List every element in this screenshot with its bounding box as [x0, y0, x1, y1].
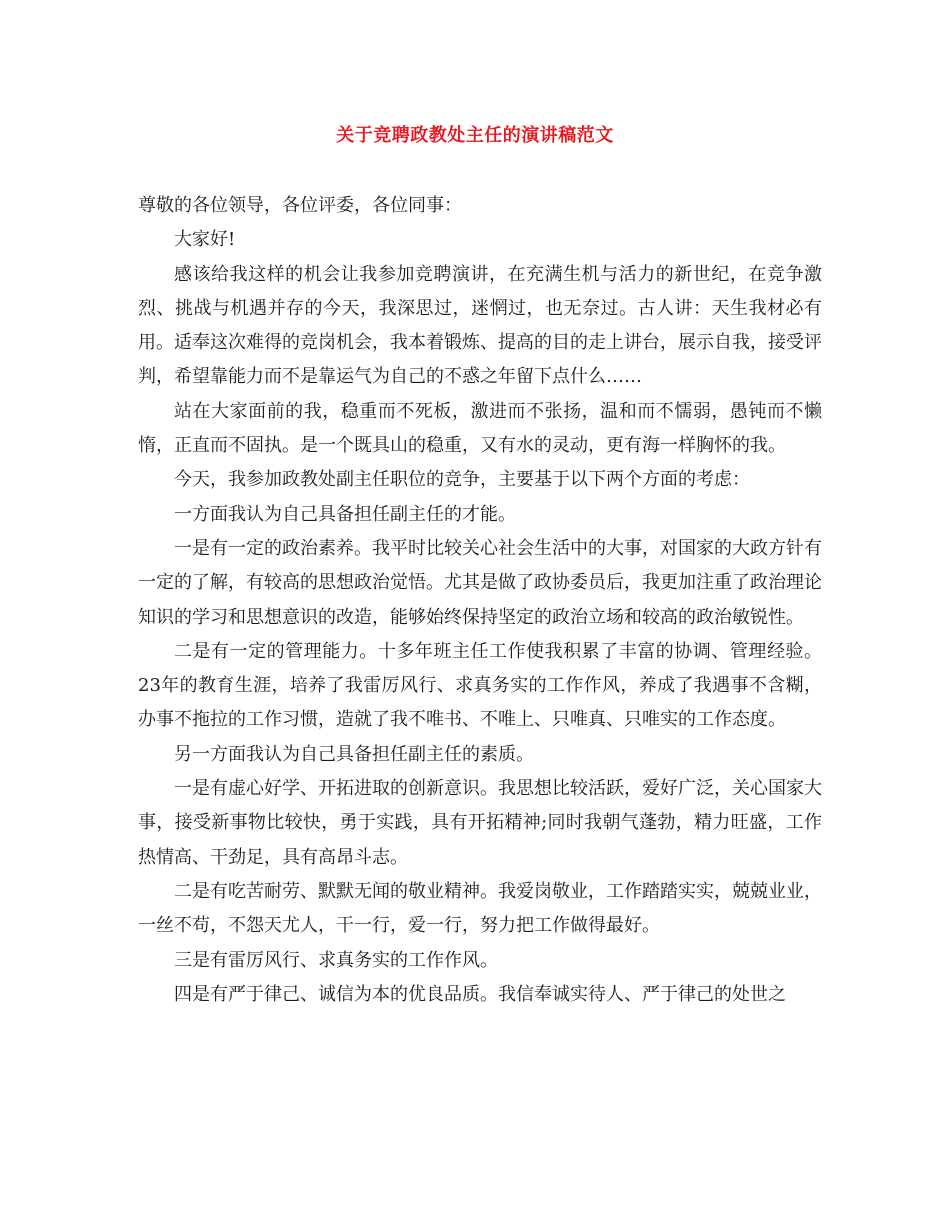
paragraph-quality-heading: 另一方面我认为自己具备担任副主任的素质。: [174, 743, 534, 765]
document-title: 关于竞聘政教处主任的演讲稿范文: [336, 125, 614, 146]
paragraph-work-style: 三是有雷厉风行、求真务实的工作作风。: [174, 949, 498, 971]
paragraph-self-description: 站在大家面前的我，稳重而不死板，激进而不张扬，温和而不懦弱，愚钝而不懒惰，正直而不固执。是一个既具山的稳重，又有水的灵动，更有海一样胸怀的我。: [138, 400, 822, 457]
salutation: 尊敬的各位领导，各位评委，各位同事：: [138, 195, 462, 216]
paragraph-ability-heading: 一方面我认为自己具备担任副主任的才能。: [174, 503, 516, 525]
paragraph-political-literacy: 一是有一定的政治素养。我平时比较关心社会生活中的大事，对国家的大政方针有一定的了解，有较高的思想政治觉悟。尤其是做了政协委员后，我更加注重了政治理论知识的学习和思想意识的改造，能够始终保持坚定的政治立场和较高的政治敏锐性。: [138, 537, 822, 628]
paragraph-integrity: 四是有严于律己、诚信为本的优良品质。我信奉诚实待人、严于律己的处世之: [174, 983, 786, 1005]
paragraph-innovation: 一是有虚心好学、开拓进取的创新意识。我思想比较活跃，爱好广泛，关心国家大事，接受新事物比较快，勇于实践，具有开拓精神;同时我朝气蓬勃，精力旺盛，工作热情高、干劲足，具有高昂斗志。: [138, 778, 822, 868]
paragraph-dedication: 二是有吃苦耐劳、默默无闻的敬业精神。我爱岗敬业，工作踏踏实实，兢兢业业，一丝不苟，不怨天尤人，干一行，爱一行，努力把工作做得最好。: [138, 880, 822, 937]
document-body: [138, 189, 822, 1012]
paragraph-considerations: 今天，我参加政教处副主任职位的竞争，主要基于以下两个方面的考虑：: [174, 469, 750, 491]
paragraph-opening: 感该给我这样的机会让我参加竞聘演讲，在充满生机与活力的新世纪，在竞争激烈、挑战与机遇并存的今天，我深思过，迷惘过，也无奈过。古人讲：天生我材必有用。适奉这次难得的竞岗机会，我本着锻炼、提高的目的走上讲台，展示自我，接受评判，希望靠能力而不是靠运气为自己的不惑之年留下点什么……: [138, 263, 822, 388]
paragraph-management-ability: 二是有一定的管理能力。十多年班主任工作使我积累了丰富的协调、管理经验。23年的教育生涯，培养了我雷厉风行、求真务实的工作作风，养成了我遇事不含糊，办事不拖拉的工作习惯，造就了我不唯书、不唯上、只唯真、只唯实的工作态度。: [138, 640, 822, 731]
paragraph-greeting: 大家好!: [174, 229, 236, 251]
